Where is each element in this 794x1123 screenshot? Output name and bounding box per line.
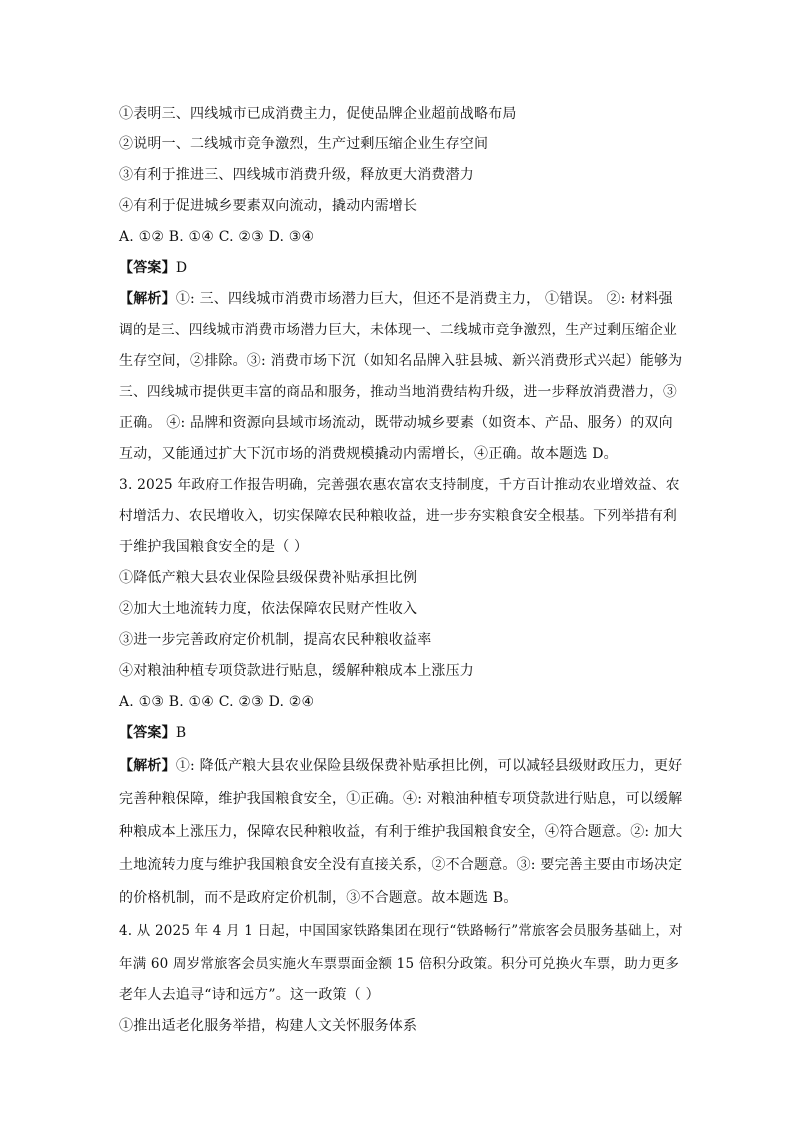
q3-option-3: ③进一步完善政府定价机制，提高农民种粮收益率 (119, 632, 432, 648)
q3-analysis-line-2: 完善种粮保障，维护我国粮食安全，①正确。④: 对粮油种植专项贷款进行贴息，可以缓解 (119, 791, 683, 807)
q3-option-2: ②加大土地流转力度，依法保障农民财产性收入 (119, 601, 418, 617)
answer-label: 【答案】 (119, 725, 176, 741)
analysis-text: ①: 三、四线城市消费市场潜力巨大，但还不是消费主力， ①错误。 ②: 材料强 (175, 291, 673, 307)
q4-stem-line-1: 4. 从 2025 年 4 月 1 日起，中国国家铁路集团在现行“铁路畅行”常旅客会员服务基础上，对 (119, 923, 683, 939)
answer-label: 【答案】 (119, 260, 176, 276)
q3-option-1: ①降低产粮大县农业保险县级保费补贴承担比例 (119, 570, 418, 586)
q3-analysis-line-3: 种粮成本上涨压力，保障农民种粮收益，有利于维护我国粮食安全，④符合题意。②: 加大 (119, 824, 683, 840)
q3-analysis-line-5: 的价格机制，而不是政府定价机制，③不合题意。故本题选 B。 (119, 890, 518, 906)
q2-option-4: ④有利于促进城乡要素双向流动，撬动内需增长 (119, 198, 418, 214)
q2-analysis-line-2: 调的是三、四线城市消费市场潜力巨大，未体现一、二线城市竞争激烈，生产过剩压缩企业 (119, 322, 678, 338)
q2-option-3: ③有利于推进三、四线城市消费升级，释放更大消费潜力 (119, 167, 474, 183)
q2-option-1: ①表明三、四线城市已成消费主力，促使品牌企业超前战略布局 (119, 106, 517, 122)
q2-analysis-line-4: 三、四线城市提供更丰富的商品和服务，推动当地消费结构升级，进一步释放消费潜力，③ (119, 384, 678, 400)
q3-option-4: ④对粮油种植专项贷款进行贴息，缓解种粮成本上涨压力 (119, 663, 474, 679)
q3-analysis-line-4: 土地流转力度与维护我国粮食安全没有直接关系，②不合题意。③: 要完善主要由市场决定 (119, 857, 683, 873)
answer-value: B (175, 725, 187, 741)
q3-stem-line-1: 3. 2025 年政府工作报告明确，完善强农惠农富农支持制度，千方百计推动农业增效益、农 (119, 477, 680, 493)
q2-analysis-line-6: 互动，又能通过扩大下沉市场的消费规模撬动内需增长，④正确。故本题选 D。 (119, 446, 618, 462)
q3-stem-line-2: 村增活力、农民增收入，切实保障农民种粮收益，进一步夯实粮食安全根基。下列举措有利 (119, 508, 678, 524)
q4-stem-line-3: 老年人去追寻“诗和远方”。这一政策（ ） (119, 987, 380, 1003)
q3-answer (119, 723, 681, 743)
q2-analysis-line-5: 正确。 ④: 品牌和资源向县域市场流动，既带动城乡要素（如资本、产品、服务）的双向 (119, 415, 673, 431)
analysis-label: 【解析】 (119, 291, 176, 307)
q2-analysis-line-3: 生存空间，②排除。③: 消费市场下沉（如知名品牌入驻县城、新兴消费形式兴起）能够为 (119, 353, 683, 369)
q2-option-2: ②说明一、二线城市竞争激烈，生产过剩压缩企业生存空间 (119, 136, 489, 152)
q3-choices: A. ①③ B. ①④ C. ②③ D. ②④ (119, 694, 315, 710)
q4-option-1: ①推出适老化服务举措，构建人文关怀服务体系 (119, 1018, 418, 1034)
q3-stem-line-3: 于维护我国粮食安全的是（ ） (119, 539, 309, 555)
analysis-label: 【解析】 (119, 758, 176, 774)
q2-answer (119, 258, 681, 278)
q4-stem-line-2: 年满 60 周岁常旅客会员实施火车票票面金额 15 倍积分政策。积分可兑换火车票，助力更多 (119, 956, 680, 972)
answer-value: D (175, 260, 188, 276)
q2-analysis-line-1 (119, 289, 681, 309)
analysis-text: ①: 降低产粮大县农业保险县级保费补贴承担比例，可以减轻县级财政压力，更好 (175, 758, 683, 774)
q3-analysis-line-1 (119, 756, 681, 776)
q2-choices: A. ①② B. ①④ C. ②③ D. ③④ (119, 229, 315, 245)
